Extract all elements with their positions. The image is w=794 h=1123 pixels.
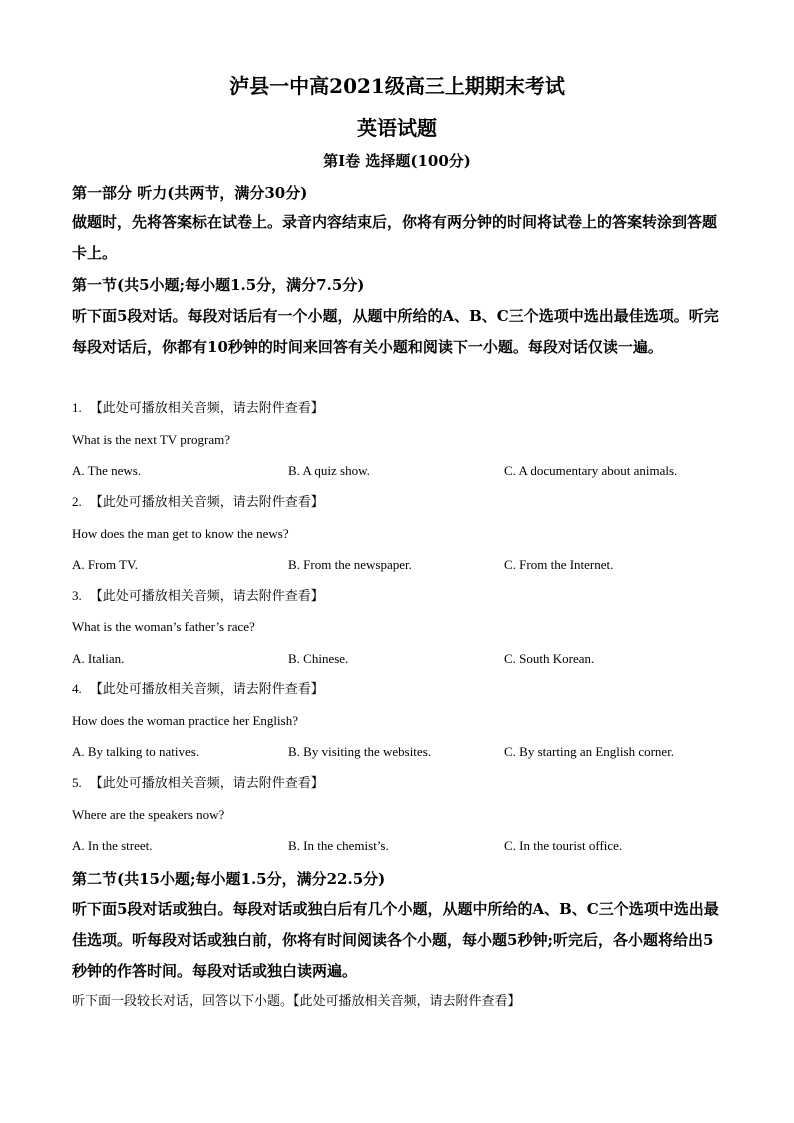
question-3-header [72, 586, 722, 607]
question-number: 3. [72, 588, 82, 603]
option-c: C. In the tourist office. [504, 838, 623, 853]
volume-title: 第I卷 选择题(100分) [323, 152, 471, 170]
option-c: C. From the Internet. [504, 557, 614, 572]
option-a: A. By talking to natives. [72, 744, 200, 759]
question-4-text: How does the woman practice her English? [72, 713, 298, 728]
option-a: A. Italian. [72, 651, 125, 666]
section2-heading: 第二节(共15小题;每小题1.5分，满分22.5分) [72, 870, 386, 888]
option-a: A. From TV. [72, 557, 138, 572]
section2-instruction: 听下面一段较长对话，回答以下小题。【此处可播放相关音频，请去附件查看】 [72, 994, 521, 1009]
question-2-options [72, 555, 722, 575]
section1-heading: 第一节(共5小题;每小题1.5分，满分7.5分) [72, 276, 365, 294]
audio-note[interactable]: 【此处可播放相关音频，请去附件查看】 [89, 589, 324, 604]
question-number: 4. [72, 681, 82, 696]
question-number: 1. [72, 400, 82, 415]
part1-intro: 做题时，先将答案标在试卷上。录音内容结束后，你将有两分钟的时间将试卷上的答案转涂到答题卡上。 [72, 213, 718, 262]
question-3-options [72, 649, 722, 669]
question-number: 5. [72, 775, 82, 790]
question-5-text: Where are the speakers now? [72, 807, 225, 822]
question-4-options [72, 742, 722, 762]
option-b: B. A quiz show. [288, 463, 370, 478]
exam-title: 泸县一中高2021级高三上期期末考试 [229, 74, 565, 98]
option-b: B. In the chemist’s. [288, 838, 389, 853]
option-b: B. Chinese. [288, 651, 349, 666]
option-a: A. In the street. [72, 838, 153, 853]
audio-note[interactable]: 【此处可播放相关音频，请去附件查看】 [89, 401, 324, 416]
section1-intro: 听下面5段对话。每段对话后有一个小题，从题中所给的A、B、C三个选项中选出最佳选项。听完每段对话后，你都有10秒钟的时间来回答有关小题和阅读下一小题。每段对话仅读一遍。 [72, 307, 719, 356]
option-c: C. A documentary about animals. [504, 463, 678, 478]
part1-heading: 第一部分 听力(共两节，满分30分) [72, 184, 308, 202]
subject-title: 英语试题 [357, 116, 437, 140]
audio-note[interactable]: 【此处可播放相关音频，请去附件查看】 [89, 776, 324, 791]
question-5-header [72, 773, 722, 794]
question-3-text: What is the woman’s father’s race? [72, 619, 255, 634]
question-1-header [72, 398, 722, 419]
audio-note[interactable]: 【此处可播放相关音频，请去附件查看】 [89, 682, 324, 697]
audio-note[interactable]: 【此处可播放相关音频，请去附件查看】 [89, 495, 324, 510]
option-b: B. By visiting the websites. [288, 744, 431, 759]
question-2-header [72, 492, 722, 513]
question-1-text: What is the next TV program? [72, 432, 231, 447]
option-c: C. By starting an English corner. [504, 744, 675, 759]
question-1-options [72, 461, 722, 481]
question-4-header [72, 679, 722, 700]
option-b: B. From the newspaper. [288, 557, 412, 572]
section2-intro: 听下面5段对话或独白。每段对话或独白后有几个小题，从题中所给的A、B、C三个选项中选出最佳选项。听每段对话或独白前，你将有时间阅读各个小题，每小题5秒钟;听完后，各小题将给出5秒钟的作答时间。每段对话或独白读两遍。 [72, 900, 719, 980]
option-c: C. South Korean. [504, 651, 595, 666]
question-5-options [72, 836, 722, 856]
option-a: A. The news. [72, 463, 142, 478]
question-number: 2. [72, 494, 82, 509]
question-2-text: How does the man get to know the news? [72, 526, 289, 541]
